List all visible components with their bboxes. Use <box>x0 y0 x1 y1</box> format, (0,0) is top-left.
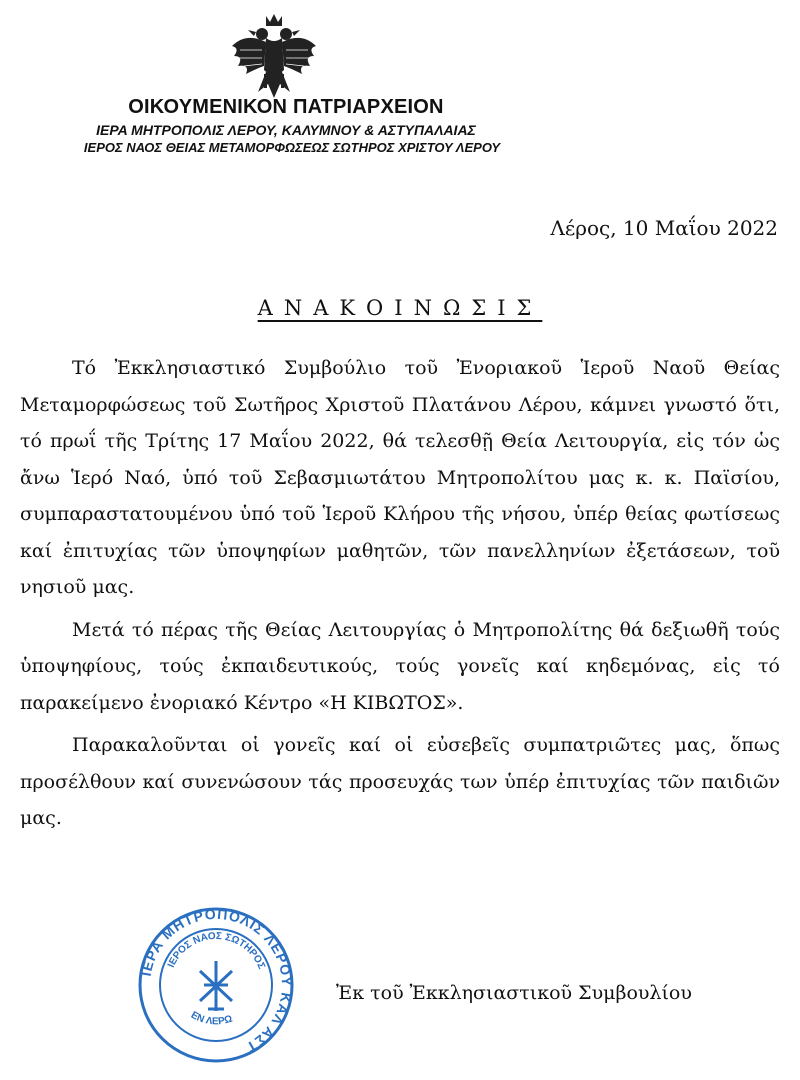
paragraph: Μετά τό πέρας τῆς Θείας Λειτουργίας ὁ Μητροπολίτης θά δεξιωθῆ τούς ὑποψηφίους, τούς ἐκπαιδευτικούς, τούς γονεῖς καί κηδεμόνας, εἰς τό παρακείμενο ἐνοριακό Κέντρο «Η ΚΙΒΩΤΟΣ». <box>20 618 780 714</box>
document-date: Λέρος, 10 Μαΐου 2022 <box>550 216 778 240</box>
paragraph: Τό Ἐκκλησιαστικό Συμβούλιο τοῦ Ἐνοριακοῦ Ἱεροῦ Ναοῦ Θείας Μεταμορφώσεως τοῦ Σωτῆρος Χριστοῦ Πλατάνου Λέρου, κάμνει γνωστό ὅτι, τό πρωΐ τῆς Τρίτης 17 Μαΐου 2022, θά τελεσθῇ Θεία Λειτουργία, εἰς τόν ὡς ἄνω Ἱερό Ναό, ὑπό τοῦ Σεβασμιωτάτου Μητροπολίτου μας κ. κ. Παϊσίου, συμπαραστατουμένου ὑπό τοῦ Ἱεροῦ Κλήρου τῆς νήσου, ὑπέρ θείας φωτίσεως καί ἐπιτυχίας τῶν ὑποψηφίων μαθητῶν, τῶν πανελληνίων ἐξετάσεων, τοῦ νησιοῦ μας. <box>20 357 780 598</box>
seal-inner-text: ΙΕΡΟΣ ΝΑΟΣ ΣΩΤΗΡΟΣ <box>165 930 267 971</box>
svg-text:ΕΝ ΛΕΡΩ <box>189 1010 234 1028</box>
seal-bottom-text: ΕΝ ΛΕΡΩ <box>188 1009 234 1028</box>
metropolis-heading: ΙΕΡΑ ΜΗΤΡΟΠΟΛΙΣ ΛΕΡΟΥ, ΚΑΛΥΜΝΟΥ & ΑΣΤΥΠΑΛΑΙΑΣ <box>96 122 476 138</box>
patriarchate-heading: ΟΙΚΟΥΜΕΝΙΚΟΝ ΠΑΤΡΙΑΡΧΕΙΟΝ <box>128 96 444 118</box>
paragraph: Παρακαλοῦνται οἱ γονεῖς καί οἱ εὐσεβεῖς συμπατριῶτες μας, ὅπως προσέλθουν καί συνενώσουν τάς προσευχάς των ὑπέρ ἐπιτυχίας τῶν παιδιῶν μας. <box>20 734 780 829</box>
official-seal-stamp <box>136 905 296 1065</box>
seal-outer-text: ΙΕΡΑ ΜΗΤΡΟΠΟΛΙΣ ΛΕΡΟΥ ΚΑΛ ΑΣΤ <box>137 905 296 1056</box>
church-heading: ΙΕΡΟΣ ΝΑΟΣ ΘΕΙΑΣ ΜΕΤΑΜΟΡΦΩΣΕΩΣ ΣΩΤΗΡΟΣ ΧΡΙΣΤΟΥ ΛΕΡΟΥ <box>83 140 501 155</box>
signoff: Ἐκ τοῦ Ἐκκλησιαστικοῦ Συμβουλίου <box>336 982 692 1004</box>
double-headed-eagle-icon <box>226 10 322 106</box>
document-body <box>20 350 780 843</box>
chi-rho-icon <box>200 961 232 1011</box>
document-title: ΑΝΑΚΟΙΝΩΣΙΣ <box>257 296 543 320</box>
